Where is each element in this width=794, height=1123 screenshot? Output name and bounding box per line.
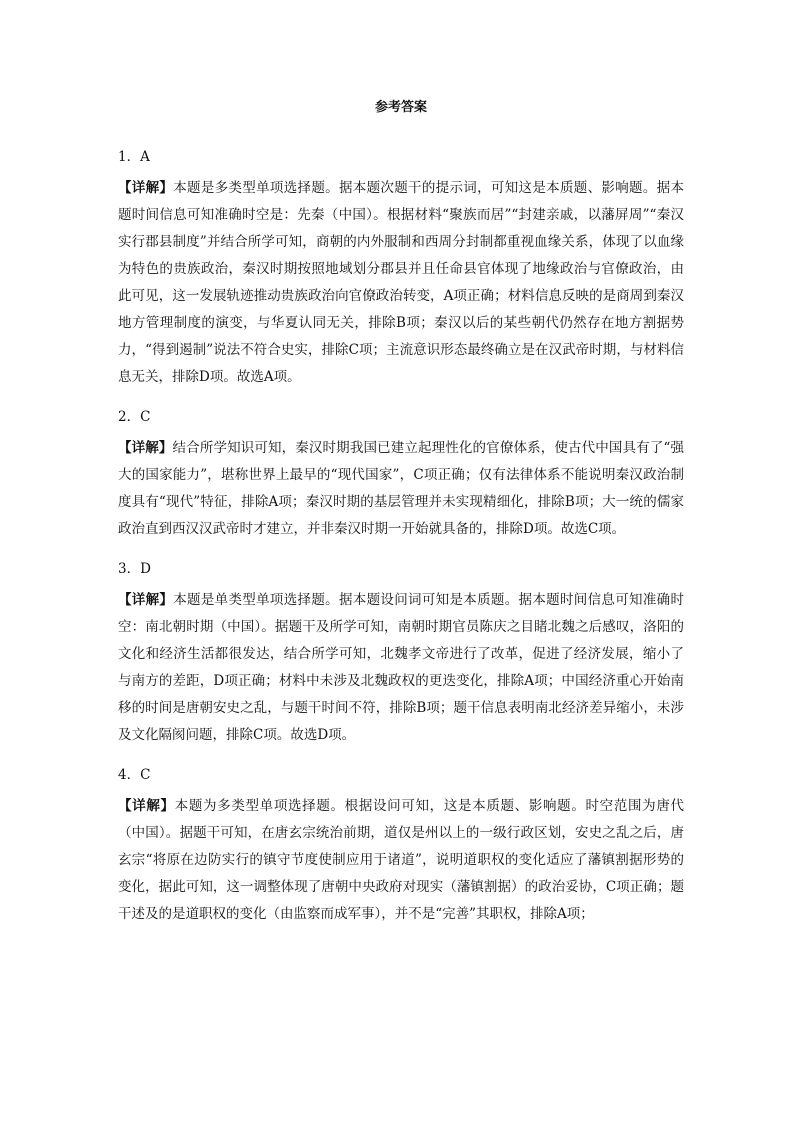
page-title: 参考答案: [374, 100, 427, 115]
answer-2-explanation: [118, 435, 684, 543]
answer-3-text: 本题是单类型单项选择题。据本题设问词可知是本质题。据本题时间信息可知准确时空：南北朝时期（中国）。据题干及所学可知，南朝时期官员陈庆之目睹北魏之后感叹，洛阳的文化和经济生活都很发达，结合所学可知，北魏孝文帝进行了改革，促进了经济发展，缩小了与南方的差距，D项正确；材料中未涉及北魏政权的更迭变化，排除A项；中国经济重心开始南移的时间是唐朝安史之乱，与题干时间不符，排除B项；题干信息表明南北经济差异缩小，未涉及文化隔阂问题，排除C项。故选D项。: [118, 592, 684, 743]
detail-tag: 【详解】: [118, 798, 175, 814]
answer-2-number: 2．C: [118, 409, 151, 425]
answer-1-text: 本题是多类型单项选择题。据本题次题干的提示词，可知这是本质题、影响题。据本题时间信息可知准确时空是：先秦（中国）。根据材料“聚族而居”“封建亲戚，以藩屏周”“秦汉实行郡县制度”并结合所学可知，商朝的内外服制和西周分封制都重视血缘关系，体现了以血缘为特色的贵族政治，秦汉时期按照地域划分郡县并且任命县官体现了地缘政治与官僚政治，由此可见，这一发展轨迹推动贵族政治向官僚政治转变，A项正确；材料信息反映的是商周到秦汉地方管理制度的演变，与华夏认同无关，排除B项；秦汉以后的某些朝代仍然存在地方割据势力，“得到遏制”说法不符合史实，排除C项；主流意识形态最终确立是在汉武帝时期，与材料信息无关，排除D项。故选A项。: [118, 180, 684, 385]
answer-3-number: 3．D: [118, 561, 151, 577]
answer-4-explanation: [118, 793, 684, 928]
answer-2-text: 结合所学知识可知，秦汉时期我国已建立起理性化的官僚体系，使古代中国具有了“强大的国家能力”，堪称世界上最早的“现代国家”，C项正确；仅有法律体系不能说明秦汉政治制度具有“现代”特征，排除A项；秦汉时期的基层管理并未实现精细化，排除B项；大一统的儒家政治直到西汉汉武帝时才建立，并非秦汉时期一开始就具备的，排除D项。故选C项。: [118, 440, 684, 537]
answer-4-text: 本题为多类型单项选择题。根据设问可知，这是本质题、影响题。时空范围为唐代（中国）。据题干可知，在唐玄宗统治前期，道仅是州以上的一级行政区划，安史之乱之后，唐玄宗“将原在边防实行的镇守节度使制应用于诸道”，说明道职权的变化适应了藩镇割据形势的变化，据此可知，这一调整体现了唐朝中央政府对现实（藩镇割据）的政治妥协，C项正确；题干述及的是道职权的变化（由监察而成军事），并不是“完善”其职权，排除A项；: [118, 798, 685, 922]
detail-tag: 【详解】: [118, 180, 174, 196]
detail-tag: 【详解】: [118, 592, 174, 608]
answer-4-number: 4．C: [118, 767, 151, 783]
answer-1-explanation: [118, 175, 684, 391]
detail-tag: 【详解】: [118, 440, 173, 456]
answer-3-explanation: [118, 587, 684, 749]
answer-1-number: 1．A: [118, 149, 150, 165]
